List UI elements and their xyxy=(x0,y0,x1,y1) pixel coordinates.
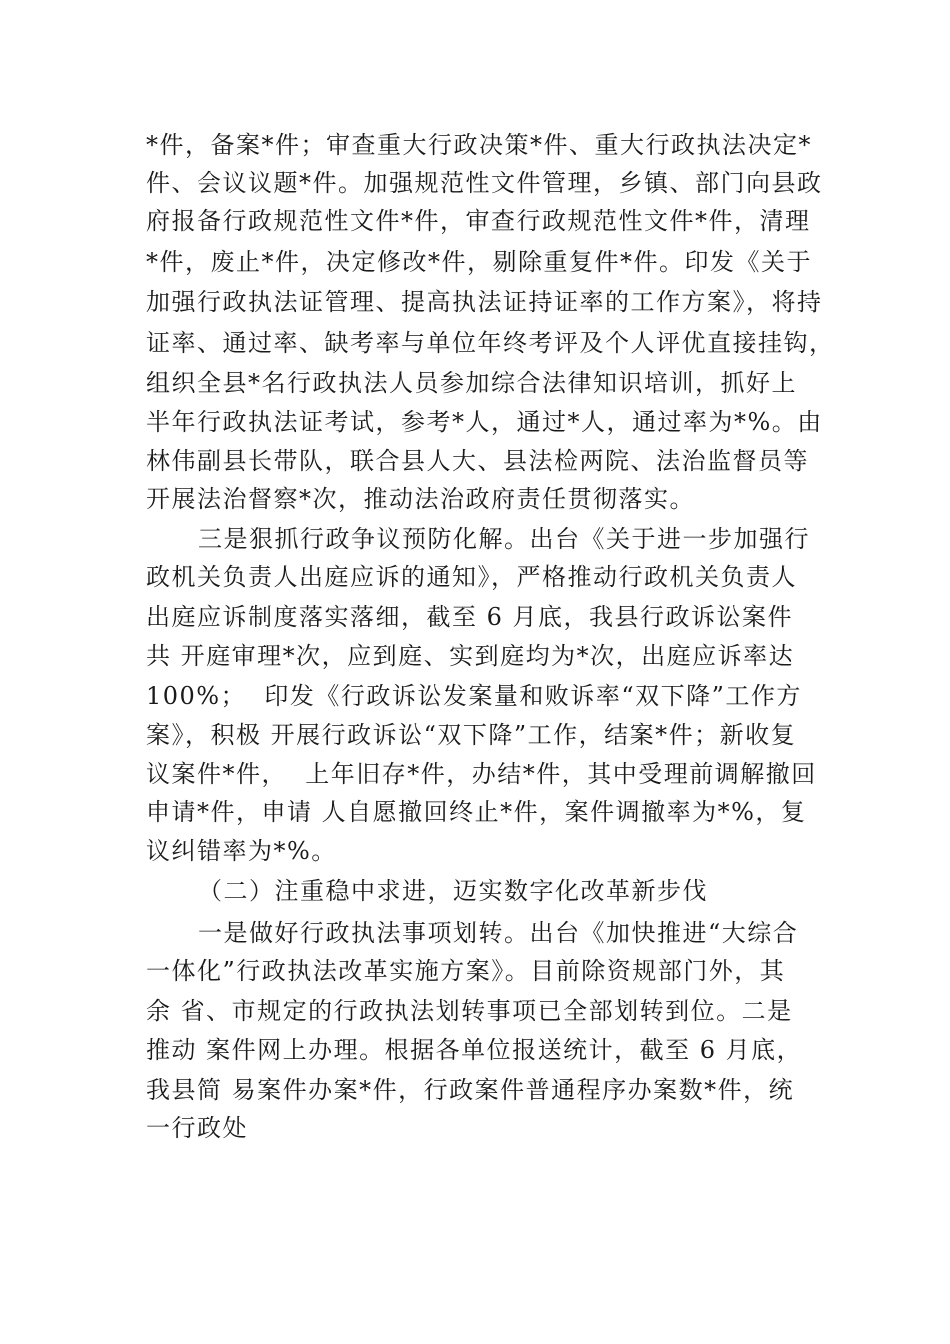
body-line-3: 府报备行政规范性文件*件，审查行政规范性文件*件，清理 xyxy=(146,207,811,235)
body-line-17: 议案件*件， 上年旧存*件，办结*件，其中受理前调解撤回 xyxy=(146,760,817,788)
body-line-18: 申请*件，申请 人自愿撤回终止*件，案件调撤率为*%，复 xyxy=(146,798,807,826)
body-line-13: 出庭应诉制度落实落细，截至 6 月底，我县行政诉讼案件 xyxy=(146,603,794,631)
body-line-4: *件，废止*件，决定修改*件，剔除重复件*件。印发《关于 xyxy=(146,248,812,276)
body-line-7: 组织全县*名行政执法人员参加综合法律知识培训，抓好上 xyxy=(146,369,797,397)
body-line-23: 余 省、市规定的行政执法划转事项已全部划转到位。二是 xyxy=(146,997,793,1025)
body-line-25: 我县简 易案件办案*件，行政案件普通程序办案数*件，统 xyxy=(146,1076,795,1104)
body-line-21: 一是做好行政执法事项划转。出台《加快推进“大综合 xyxy=(198,919,799,947)
body-line-9: 林伟副县长带队，联合县人大、县法检两院、法治监督员等 xyxy=(146,447,809,475)
body-line-2: 件、会议议题*件。加强规范性文件管理，乡镇、部门向县政 xyxy=(146,169,823,197)
body-line-6: 证率、通过率、缺考率与单位年终考评及个人评优直接挂钩， xyxy=(146,329,835,357)
body-line-10: 开展法治督察*次，推动法治政府责任贯彻落实。 xyxy=(146,485,695,513)
body-line-12: 政机关负责人出庭应诉的通知》，严格推动行政机关负责人 xyxy=(146,563,797,591)
body-line-8: 半年行政执法证考试，参考*人，通过*人，通过率为*%。由 xyxy=(146,408,823,436)
body-line-14: 共 开庭审理*次，应到庭、实到庭均为*次，出庭应诉率达 xyxy=(146,642,795,670)
body-line-1: *件，备案*件；审查重大行政决策*件、重大行政执法决定* xyxy=(146,131,812,159)
body-line-5: 加强行政执法证管理、提高执法证持证率的工作方案》，将持 xyxy=(146,288,823,316)
body-line-11: 三是狠抓行政争议预防化解。出台《关于进一步加强行 xyxy=(198,525,810,553)
body-line-22: 一体化”行政执法改革实施方案》。目前除资规部门外，其 xyxy=(146,957,786,985)
body-line-26: 一行政处 xyxy=(146,1114,248,1142)
body-line-24: 推动 案件网上办理。根据各单位报送统计，截至 6 月底， xyxy=(146,1036,803,1064)
section-heading: （二）注重稳中求进，迈实数字化改革新步伐 xyxy=(198,877,708,905)
body-line-15: 100%； 印发《行政诉讼发案量和败诉率“双下降”工作方 xyxy=(146,682,802,710)
body-line-19: 议纠错率为*%。 xyxy=(146,837,337,865)
body-line-16: 案》，积极 开展行政诉讼“双下降”工作，结案*件；新收复 xyxy=(146,721,797,749)
